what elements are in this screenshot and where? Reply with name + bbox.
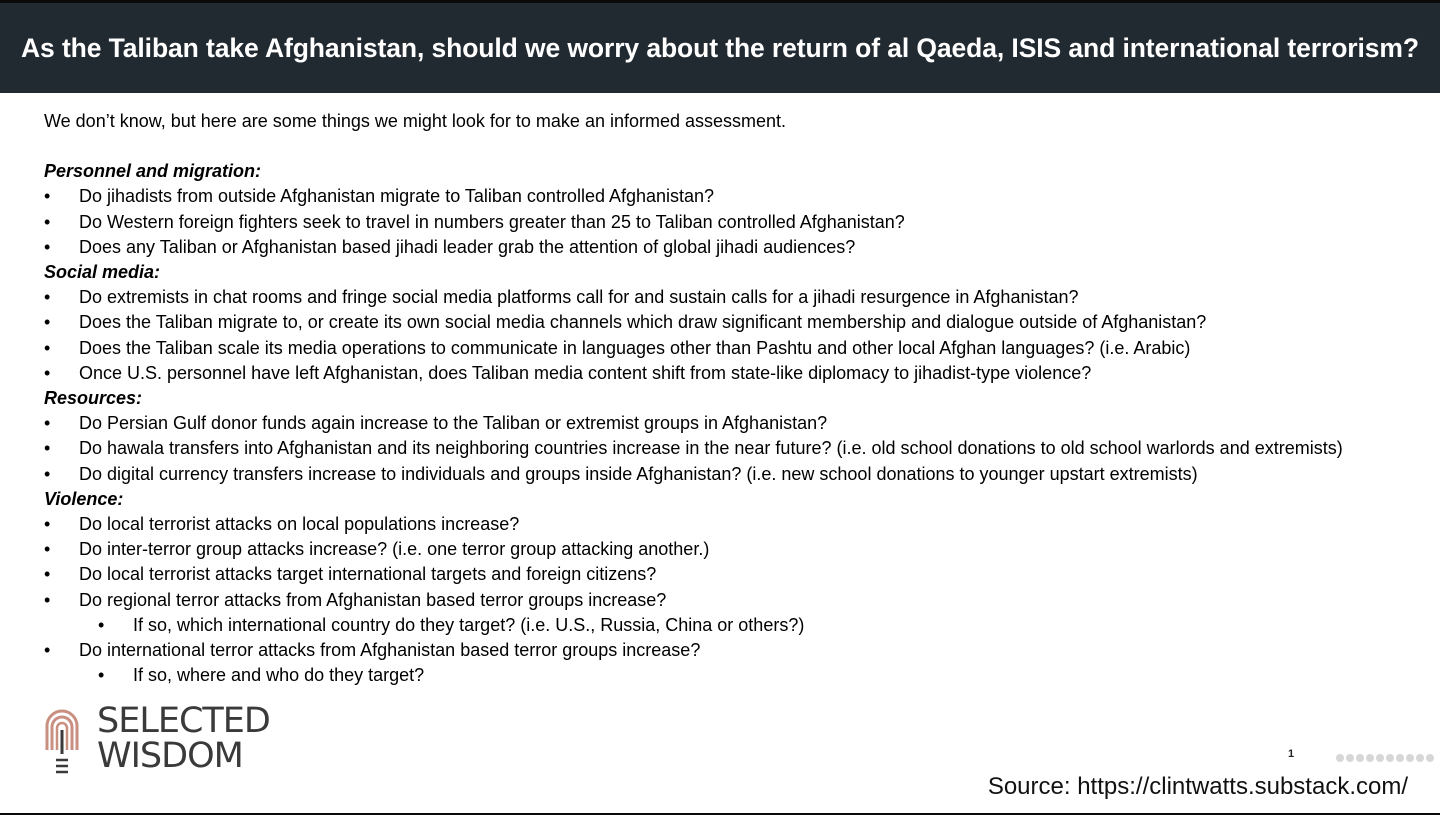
sub-list-item	[44, 663, 1434, 688]
list-item-text: If so, which international country do they target? (i.e. U.S., Russia, China or others?)	[133, 614, 805, 635]
list-item-text: Do regional terror attacks from Afghanistan based terror groups increase?	[79, 589, 667, 610]
logo-wordmark	[97, 701, 270, 776]
progress-dot	[1396, 754, 1404, 762]
logo-line-2: WISDOM	[97, 736, 243, 776]
list-item	[44, 512, 1434, 537]
selected-wisdom-logo-icon	[44, 708, 80, 778]
progress-dot	[1406, 754, 1414, 762]
bullet-icon: •	[44, 640, 51, 661]
bullet-icon: •	[44, 337, 51, 358]
list-item-text: Do extremists in chat rooms and fringe social media platforms call for and sustain calls for a jihadi resurgence in Afghanistan?	[79, 287, 1079, 308]
page-number: 1	[1288, 748, 1295, 760]
bullet-icon: •	[44, 413, 51, 434]
list-item-text: Do local terrorist attacks target international targets and foreign citizens?	[79, 564, 657, 585]
section-heading-resources: Resources:	[44, 388, 143, 409]
slide-body	[44, 109, 1434, 688]
progress-dot	[1376, 754, 1384, 762]
list-item	[44, 336, 1434, 361]
bullet-icon: •	[44, 211, 51, 232]
bullet-icon: •	[98, 665, 105, 686]
list-item-text: Does the Taliban migrate to, or create its own social media channels which draw significant membership and dialogue outside of Afghanistan?	[79, 312, 1207, 333]
bullet-icon: •	[44, 564, 51, 585]
sub-list-item	[44, 613, 1434, 638]
list-item	[44, 210, 1434, 235]
list-item-text: Do Western foreign fighters seek to travel in numbers greater than 25 to Taliban controlled Afghanistan?	[79, 211, 905, 232]
list-item	[44, 588, 1434, 613]
progress-dot	[1416, 754, 1424, 762]
list-item-text: Do local terrorist attacks on local populations increase?	[79, 514, 520, 535]
bullet-icon: •	[44, 362, 51, 383]
progress-dot	[1386, 754, 1394, 762]
list-item-text: Do international terror attacks from Afghanistan based terror groups increase?	[79, 640, 701, 661]
list-item-text: Does the Taliban scale its media operations to communicate in languages other than Pashtu and other local Afghan languages? (i.e. Arabic)	[79, 337, 1191, 358]
bullet-list-social-media	[44, 285, 1434, 386]
list-item-text: Do digital currency transfers increase to individuals and groups inside Afghanistan? (i.e. new school donations to younger upstart extremists)	[79, 463, 1198, 484]
bullet-icon: •	[44, 589, 51, 610]
list-item	[44, 184, 1434, 209]
progress-dot	[1346, 754, 1354, 762]
source-citation: Source: https://clintwatts.substack.com/	[987, 773, 1408, 800]
section-heading-social-media: Social media:	[44, 262, 161, 283]
list-item-text: Does any Taliban or Afghanistan based jihadi leader grab the attention of global jihadi audiences?	[79, 236, 856, 257]
spacer	[44, 134, 1434, 159]
bullet-list-violence	[44, 512, 1434, 688]
list-item-text: Do jihadists from outside Afghanistan migrate to Taliban controlled Afghanistan?	[79, 186, 715, 207]
bullet-icon: •	[44, 438, 51, 459]
list-item	[44, 310, 1434, 335]
selected-wisdom-logo	[44, 701, 274, 781]
progress-dot	[1366, 754, 1374, 762]
bullet-icon: •	[44, 236, 51, 257]
logo-line-1: SELECTED	[97, 701, 270, 741]
list-item	[44, 462, 1434, 487]
intro-text: We don’t know, but here are some things we might look for to make an informed assessment.	[44, 111, 787, 131]
bullet-icon: •	[44, 287, 51, 308]
progress-dot	[1336, 754, 1344, 762]
bullet-icon: •	[44, 312, 51, 333]
bullet-icon: •	[98, 614, 105, 635]
list-item-text: If so, where and who do they target?	[133, 665, 425, 686]
list-item	[44, 537, 1434, 562]
list-item-text: Do inter-terror group attacks increase? (i.e. one terror group attacking another.)	[79, 539, 710, 560]
list-item-text: Do hawala transfers into Afghanistan and its neighboring countries increase in the near future? (i.e. old school donations to old school warlords and extremists)	[79, 438, 1343, 459]
list-item-text: Once U.S. personnel have left Afghanistan, does Taliban media content shift from state-like diplomacy to jihadist-type violence?	[79, 362, 1092, 383]
bullet-icon: •	[44, 514, 51, 535]
list-item	[44, 411, 1434, 436]
list-item	[44, 562, 1434, 587]
list-item	[44, 285, 1434, 310]
section-heading-violence: Violence:	[44, 488, 124, 509]
bullet-list-resources	[44, 411, 1434, 487]
slide-title: As the Taliban take Afghanistan, should we worry about the return of al Qaeda, ISIS and international terrorism?	[21, 32, 1419, 63]
title-bar	[0, 3, 1440, 93]
bullet-icon: •	[44, 186, 51, 207]
list-item	[44, 235, 1434, 260]
list-item	[44, 361, 1434, 386]
progress-dot	[1426, 754, 1434, 762]
progress-dot	[1356, 754, 1364, 762]
bullet-icon: •	[44, 463, 51, 484]
bullet-icon: •	[44, 539, 51, 560]
list-item-text: Do Persian Gulf donor funds again increase to the Taliban or extremist groups in Afghanistan?	[79, 413, 828, 434]
list-item	[44, 638, 1434, 663]
section-heading-personnel: Personnel and migration:	[44, 161, 262, 182]
bullet-list-personnel	[44, 184, 1434, 260]
slide-progress-dots	[1336, 754, 1434, 762]
list-item	[44, 436, 1434, 461]
